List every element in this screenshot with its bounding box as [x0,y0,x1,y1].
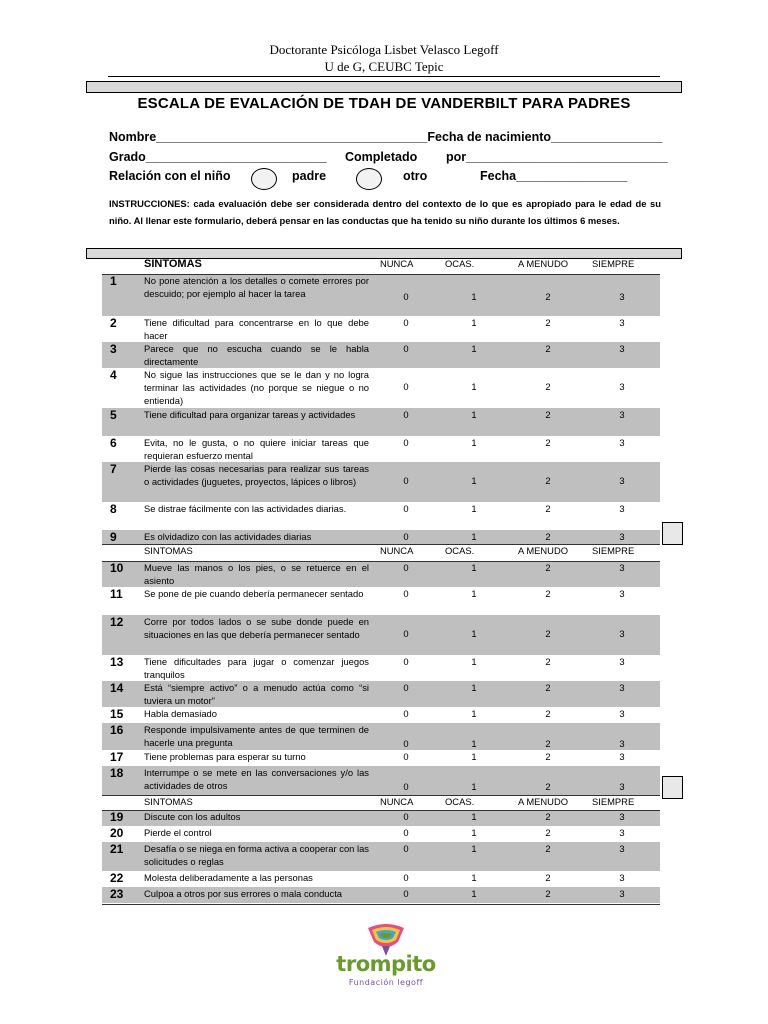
column-header-row [102,795,660,810]
nombre-field[interactable]: Nombre_______________________________________Fecha de nacimiento________________ [109,130,663,144]
rating-option-3[interactable]: 3 [619,708,625,719]
item-description: Está “siempre activo” o a menudo actúa como “si tuviera un motor” [144,682,369,706]
symptom-row [102,842,660,871]
table-rule [102,795,660,796]
rating-option-3[interactable]: 3 [619,811,625,822]
table-rule [102,274,660,275]
rating-option-0[interactable]: 0 [403,531,409,542]
table-rule [102,561,660,562]
rating-option-1[interactable]: 1 [471,343,477,354]
rating-option-2[interactable]: 2 [545,381,551,392]
symptom-row [102,750,660,766]
item-number: 22 [110,871,124,885]
item-description: Tiene problemas para esperar su turno [144,751,306,762]
rating-option-3[interactable]: 3 [619,503,625,514]
symptom-row [102,368,660,408]
rating-option-2[interactable]: 2 [545,738,551,749]
rating-option-2[interactable]: 2 [545,827,551,838]
item-number: 18 [110,766,124,780]
rating-option-0[interactable]: 0 [403,738,409,749]
item-number: 20 [110,826,124,840]
item-description: Se pone de pie cuando debería permanecer sentado [144,588,364,599]
item-description: Culpoa a otros por sus errores o mala conducta [144,888,343,899]
rating-option-1[interactable]: 1 [471,291,477,302]
section-score-box-1[interactable] [662,522,683,545]
relacion-label: Relación con el niño [109,169,231,183]
item-number: 8 [110,502,117,516]
symptom-row [102,316,660,342]
rating-option-0[interactable]: 0 [403,751,409,762]
rating-option-3[interactable]: 3 [619,475,625,486]
item-description: Responde impulsivamente antes de que terminen de hacerle una pregunta [144,724,369,748]
rating-option-1[interactable]: 1 [471,531,477,542]
item-description: Molesta deliberadamente a las personas [144,872,313,883]
item-description: Se distrae fácilmente con las actividades diarias. [144,503,347,514]
rating-option-1[interactable]: 1 [471,409,477,420]
rating-option-1[interactable]: 1 [471,317,477,328]
rating-option-2[interactable]: 2 [545,751,551,762]
item-description: Corre por todos lados o se sube donde puede en situaciones en las que debería permanecer sentado [144,616,369,640]
item-number: 4 [110,368,117,382]
rating-option-3[interactable]: 3 [619,888,625,899]
column-header-row [102,258,660,274]
rating-option-1[interactable]: 1 [471,628,477,639]
rating-option-0[interactable]: 0 [403,843,409,854]
item-number: 19 [110,810,124,824]
item-number: 23 [110,887,124,901]
rating-option-2[interactable]: 2 [545,682,551,693]
rating-option-3[interactable]: 3 [619,656,625,667]
often-column-header: A MENUDO [518,545,569,556]
rating-option-0[interactable]: 0 [403,475,409,486]
padre-option-circle[interactable] [251,168,277,190]
item-description: Es olvidadizo con las actividades diarias [144,531,312,542]
logo-wordmark: trompito [336,952,436,976]
occasional-column-header: OCAS. [445,258,475,269]
rating-option-3[interactable]: 3 [619,409,625,420]
symptom-row [102,766,660,795]
rating-option-0[interactable]: 0 [403,503,409,514]
symptom-row [102,408,660,436]
rating-option-0[interactable]: 0 [403,343,409,354]
rating-option-1[interactable]: 1 [471,751,477,762]
doctor-name-header: Doctorante Psicóloga Lisbet Velasco Legoff [269,42,499,57]
item-number: 6 [110,436,117,450]
rating-option-2[interactable]: 2 [545,503,551,514]
item-description: Evita, no le gusta, o no quiere iniciar tareas que requieran esfuerzo mental [144,437,369,461]
header-rule [108,76,660,77]
rating-option-0[interactable]: 0 [403,628,409,639]
item-description: Desafía o se niega en forma activa a cooperar con las solicitudes o reglas [144,843,369,867]
table-rule [102,810,660,811]
rating-option-0[interactable]: 0 [403,317,409,328]
never-column-header: NUNCA [380,545,414,556]
item-number: 3 [110,342,117,356]
rating-option-1[interactable]: 1 [471,811,477,822]
item-description: Pierde las cosas necesarias para realizar sus tareas o actividades (juguetes, proyectos, lápices o libros) [144,463,369,487]
rating-option-1[interactable]: 1 [471,738,477,749]
rating-option-2[interactable]: 2 [545,811,551,822]
never-column-header: NUNCA [380,796,414,807]
rating-option-0[interactable]: 0 [403,381,409,392]
item-number: 15 [110,707,124,721]
item-number: 5 [110,408,117,422]
rating-option-2[interactable]: 2 [545,343,551,354]
symptom-row [102,810,660,826]
item-number: 16 [110,723,124,737]
symptom-row [102,707,660,723]
item-number: 10 [110,561,124,575]
rating-option-3[interactable]: 3 [619,437,625,448]
rating-option-3[interactable]: 3 [619,843,625,854]
item-number: 2 [110,316,117,330]
item-description: No pone atención a los detalles o comete errores por descuido; por ejemplo al hacer la tarea [144,275,369,299]
rating-option-1[interactable]: 1 [471,588,477,599]
rating-option-3[interactable]: 3 [619,343,625,354]
symptom-row [102,502,660,530]
rating-option-2[interactable]: 2 [545,317,551,328]
item-number: 9 [110,530,117,544]
symptom-row [102,462,660,502]
table-rule [102,904,660,905]
symptom-row [102,887,660,903]
item-number: 7 [110,462,117,476]
rating-option-0[interactable]: 0 [403,682,409,693]
symptom-row [102,826,660,842]
instructions-text: INSTRUCCIONES: cada evaluación debe ser considerada dentro del contexto de lo que es apropiado para le edad de su niño. Al llenar este formulario, deberá pensar en las conductas que ha tenido su niño durante los últimos 6 meses. [109,198,661,226]
rating-option-3[interactable]: 3 [619,562,625,573]
rating-option-0[interactable]: 0 [403,708,409,719]
rating-option-2[interactable]: 2 [545,588,551,599]
symptom-row [102,681,660,707]
item-number: 21 [110,842,124,856]
rating-option-3[interactable]: 3 [619,781,625,792]
rating-option-2[interactable]: 2 [545,708,551,719]
rating-option-0[interactable]: 0 [403,872,409,883]
symptom-row [102,436,660,462]
symptom-row [102,655,660,681]
always-column-header: SIEMPRE [592,545,635,556]
rating-option-0[interactable]: 0 [403,588,409,599]
rating-option-3[interactable]: 3 [619,682,625,693]
padre-label: padre [292,169,327,183]
item-description: Habla demasiado [144,708,217,719]
symptom-row [102,561,660,587]
symptom-row [102,615,660,655]
otro-option-circle[interactable] [356,168,382,190]
rating-option-2[interactable]: 2 [545,781,551,792]
often-column-header: A MENUDO [518,796,569,807]
rating-option-1[interactable]: 1 [471,781,477,792]
symptom-row [102,342,660,368]
rating-option-1[interactable]: 1 [471,827,477,838]
rating-option-1[interactable]: 1 [471,656,477,667]
rating-option-2[interactable]: 2 [545,872,551,883]
item-description: Parece que no escucha cuando se le habla directamente [144,343,369,367]
rating-option-1[interactable]: 1 [471,843,477,854]
rating-option-2[interactable]: 2 [545,409,551,420]
top-gray-bar [86,81,682,93]
rating-option-0[interactable]: 0 [403,409,409,420]
rating-option-2[interactable]: 2 [545,843,551,854]
always-column-header: SIEMPRE [592,796,635,807]
rating-option-0[interactable]: 0 [403,562,409,573]
trompito-logo [336,922,436,992]
item-description: Interrumpe o se mete en las conversaciones y/o las actividades de otros [144,767,369,791]
section-score-box-2[interactable] [662,776,683,799]
rating-option-1[interactable]: 1 [471,708,477,719]
rating-option-3[interactable]: 3 [619,738,625,749]
symptoms-column-header: SINTOMAS [144,796,193,807]
symptom-row [102,274,660,316]
always-column-header: SIEMPRE [592,258,635,269]
rating-option-1[interactable]: 1 [471,437,477,448]
rating-option-3[interactable]: 3 [619,628,625,639]
item-description: Discute con los adultos [144,811,241,822]
rating-option-1[interactable]: 1 [471,562,477,573]
rating-option-2[interactable]: 2 [545,888,551,899]
rating-option-3[interactable]: 3 [619,872,625,883]
often-column-header: A MENUDO [518,258,569,269]
item-description: Tiene dificultad para concentrarse en lo que debe hacer [144,317,369,341]
rating-option-1[interactable]: 1 [471,503,477,514]
rating-option-0[interactable]: 0 [403,291,409,302]
page-title: ESCALA DE EVALACIÓN DE TDAH DE VANDERBILT PARA PADRES [137,95,631,112]
item-description: Pierde el control [144,827,212,838]
never-column-header: NUNCA [380,258,414,269]
item-description: Mueve las manos o los pies, o se retuerce en el asiento [144,562,369,586]
item-number: 14 [110,681,124,695]
rating-option-0[interactable]: 0 [403,811,409,822]
rating-option-3[interactable]: 3 [619,291,625,302]
logo-subtitle: Fundación legoff [348,978,424,987]
symptom-row [102,530,660,544]
symptom-row [102,587,660,615]
rating-option-2[interactable]: 2 [545,562,551,573]
rating-option-0[interactable]: 0 [403,781,409,792]
rating-option-2[interactable]: 2 [545,656,551,667]
rating-option-0[interactable]: 0 [403,656,409,667]
occasional-column-header: OCAS. [445,545,475,556]
rating-option-2[interactable]: 2 [545,628,551,639]
symptoms-column-header: SINTOMAS [144,258,202,270]
table-rule [102,544,660,545]
symptom-row [102,871,660,887]
fecha-field[interactable]: Fecha________________ [480,169,628,183]
rating-option-3[interactable]: 3 [619,381,625,392]
otro-label: otro [403,169,428,183]
rating-option-0[interactable]: 0 [403,827,409,838]
occasional-column-header: OCAS. [445,796,475,807]
rating-option-2[interactable]: 2 [545,475,551,486]
rating-option-3[interactable]: 3 [619,588,625,599]
item-number: 12 [110,615,124,629]
rating-option-3[interactable]: 3 [619,531,625,542]
rating-option-3[interactable]: 3 [619,317,625,328]
column-header-row [102,544,660,561]
symptoms-column-header: SINTOMAS [144,545,193,556]
item-number: 11 [110,587,123,601]
rating-option-0[interactable]: 0 [403,437,409,448]
item-description: No sigue las instrucciones que se le dan y no logra terminar las actividades (no porque se niegue o no entienda) [144,369,369,406]
rating-option-1[interactable]: 1 [471,682,477,693]
rating-option-1[interactable]: 1 [471,381,477,392]
item-number: 1 [110,274,117,288]
item-description: Tiene dificultad para organizar tareas y actividades [144,409,356,420]
rating-option-0[interactable]: 0 [403,888,409,899]
rating-option-1[interactable]: 1 [471,475,477,486]
completado-label: Completado [345,150,418,164]
item-number: 17 [110,750,124,764]
institution-header: U de G, CEUBC Tepic [324,59,444,74]
rating-option-1[interactable]: 1 [471,872,477,883]
rating-option-2[interactable]: 2 [545,291,551,302]
item-number: 13 [110,655,124,669]
rating-option-1[interactable]: 1 [471,888,477,899]
rating-option-3[interactable]: 3 [619,827,625,838]
grado-field[interactable]: Grado__________________________ [109,150,327,164]
rating-option-2[interactable]: 2 [545,531,551,542]
item-description: Tiene dificultades para jugar o comenzar juegos tranquilos [144,656,369,680]
rating-option-3[interactable]: 3 [619,751,625,762]
rating-option-2[interactable]: 2 [545,437,551,448]
symptom-row [102,723,660,750]
por-field[interactable]: por_____________________________ [446,150,668,164]
